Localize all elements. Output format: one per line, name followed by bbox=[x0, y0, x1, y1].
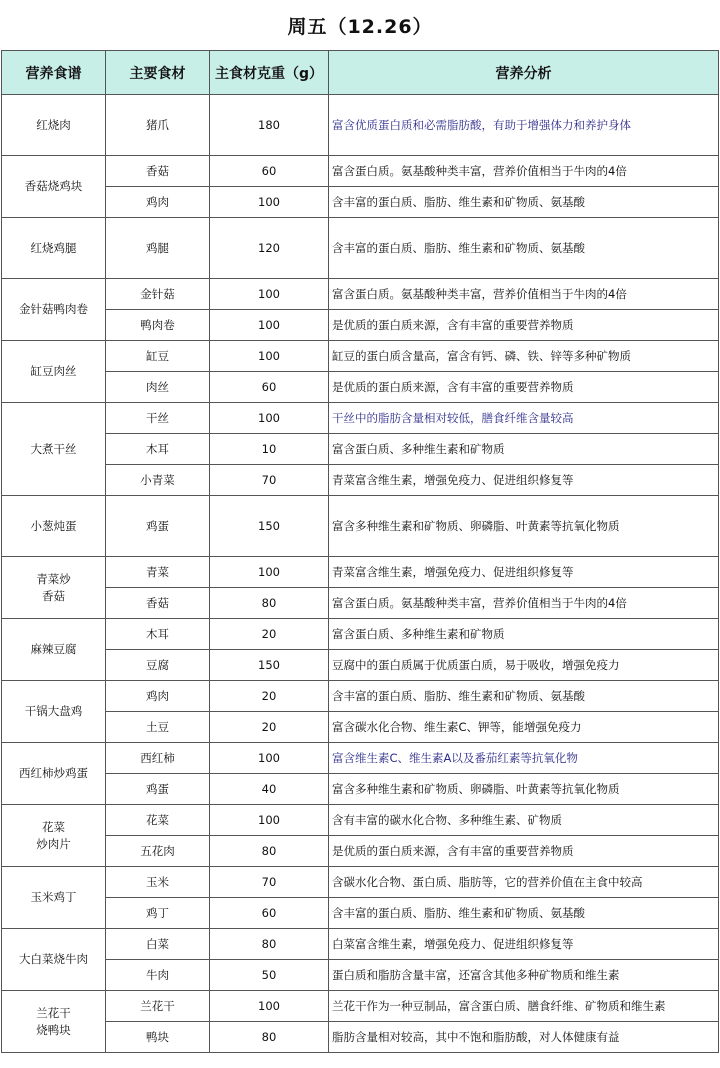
dish-name: 兰花干 bbox=[36, 1005, 71, 1020]
analysis-cell: 豆腐中的蛋白质属于优质蛋白质，易于吸收，增强免疫力 bbox=[329, 650, 719, 681]
table-row bbox=[2, 341, 719, 372]
dish-name: 麻辣豆腐 bbox=[30, 642, 77, 656]
table-row bbox=[2, 156, 719, 187]
table-row bbox=[2, 187, 719, 218]
header-row bbox=[2, 51, 719, 95]
table-row bbox=[2, 619, 719, 650]
table-row bbox=[2, 403, 719, 434]
dish-name-cell bbox=[2, 156, 106, 218]
table-row bbox=[2, 588, 719, 619]
analysis-cell: 含丰富的蛋白质、脂肪、维生素和矿物质、氨基酸 bbox=[329, 218, 719, 279]
weight-cell: 100 bbox=[210, 403, 329, 434]
table-row bbox=[2, 867, 719, 898]
ingredient-cell: 鸭块 bbox=[106, 1022, 210, 1053]
ingredient-cell: 香菇 bbox=[106, 588, 210, 619]
weight-cell: 80 bbox=[210, 929, 329, 960]
ingredient-cell: 鸡腿 bbox=[106, 218, 210, 279]
dish-name: 西红柿炒鸡蛋 bbox=[19, 766, 88, 780]
dish-name: 花菜 bbox=[42, 819, 65, 834]
table-body bbox=[2, 95, 719, 1053]
table-row bbox=[2, 372, 719, 403]
analysis-cell: 含丰富的蛋白质、脂肪、维生素和矿物质、氨基酸 bbox=[329, 681, 719, 712]
analysis-cell: 兰花干作为一种豆制品，富含蛋白质、膳食纤维、矿物质和维生素 bbox=[329, 991, 719, 1022]
ingredient-cell: 鸡肉 bbox=[106, 187, 210, 218]
weight-cell: 60 bbox=[210, 372, 329, 403]
table-row bbox=[2, 95, 719, 156]
ingredient-cell: 青菜 bbox=[106, 557, 210, 588]
ingredient-cell: 五花肉 bbox=[106, 836, 210, 867]
analysis-cell: 缸豆的蛋白质含量高，富含有钙、磷、铁、锌等多种矿物质 bbox=[329, 341, 719, 372]
dish-name: 金针菇鸭肉卷 bbox=[19, 302, 88, 316]
dish-name-cell bbox=[2, 619, 106, 681]
dish-name-cell bbox=[2, 279, 106, 341]
analysis-cell: 富含碳水化合物、维生素C、钾等，能增强免疫力 bbox=[329, 712, 719, 743]
dish-name: 红烧肉 bbox=[36, 117, 71, 132]
weight-cell: 20 bbox=[210, 681, 329, 712]
analysis-cell: 是优质的蛋白质来源，含有丰富的重要营养物质 bbox=[329, 836, 719, 867]
weight-cell: 60 bbox=[210, 156, 329, 187]
dish-name-cell bbox=[2, 341, 106, 403]
dish-name: 青菜炒 bbox=[36, 571, 71, 586]
dish-name: 大煮干丝 bbox=[30, 441, 77, 456]
weight-cell: 100 bbox=[210, 279, 329, 310]
weight-cell: 100 bbox=[210, 991, 329, 1022]
weight-cell: 80 bbox=[210, 588, 329, 619]
table-row bbox=[2, 774, 719, 805]
ingredient-cell: 兰花干 bbox=[106, 991, 210, 1022]
weight-cell: 80 bbox=[210, 1022, 329, 1053]
ingredient-cell: 干丝 bbox=[106, 403, 210, 434]
dish-name-cell bbox=[2, 496, 106, 557]
dish-name-cell bbox=[2, 805, 106, 867]
analysis-cell: 含丰富的蛋白质、脂肪、维生素和矿物质、氨基酸 bbox=[329, 898, 719, 929]
table-row bbox=[2, 218, 719, 279]
weight-cell: 10 bbox=[210, 434, 329, 465]
analysis-cell: 含碳水化合物、蛋白质、脂肪等，它的营养价值在主食中较高 bbox=[329, 867, 719, 898]
header-weight: 主食材克重（g） bbox=[210, 51, 329, 95]
analysis-cell: 是优质的蛋白质来源，含有丰富的重要营养物质 bbox=[329, 310, 719, 341]
dish-name: 缸豆肉丝 bbox=[30, 364, 77, 378]
ingredient-cell: 香菇 bbox=[106, 156, 210, 187]
header-recipe: 营养食谱 bbox=[2, 51, 106, 95]
analysis-cell: 蛋白质和脂肪含量丰富，还富含其他多种矿物质和维生素 bbox=[329, 960, 719, 991]
weight-cell: 40 bbox=[210, 774, 329, 805]
weight-cell: 100 bbox=[210, 310, 329, 341]
table-row bbox=[2, 496, 719, 557]
ingredient-cell: 土豆 bbox=[106, 712, 210, 743]
table-row bbox=[2, 557, 719, 588]
header-ingredient: 主要食材 bbox=[106, 51, 210, 95]
analysis-cell: 富含蛋白质、多种维生素和矿物质 bbox=[329, 619, 719, 650]
weight-cell: 100 bbox=[210, 341, 329, 372]
ingredient-cell: 小青菜 bbox=[106, 465, 210, 496]
analysis-cell: 是优质的蛋白质来源，含有丰富的重要营养物质 bbox=[329, 372, 719, 403]
table-row bbox=[2, 991, 719, 1022]
dish-name: 烧鸭块 bbox=[36, 1022, 71, 1037]
weight-cell: 70 bbox=[210, 465, 329, 496]
weight-cell: 100 bbox=[210, 187, 329, 218]
analysis-cell: 青菜富含维生素，增强免疫力、促进组织修复等 bbox=[329, 465, 719, 496]
dish-name-cell bbox=[2, 929, 106, 991]
ingredient-cell: 鸡蛋 bbox=[106, 774, 210, 805]
analysis-cell: 富含维生素C、维生素A以及番茄红素等抗氧化物 bbox=[329, 743, 719, 774]
weight-cell: 100 bbox=[210, 557, 329, 588]
weight-cell: 180 bbox=[210, 95, 329, 156]
weight-cell: 100 bbox=[210, 805, 329, 836]
dish-name: 香菇烧鸡块 bbox=[24, 179, 83, 193]
ingredient-cell: 花菜 bbox=[106, 805, 210, 836]
table-row bbox=[2, 960, 719, 991]
weight-cell: 80 bbox=[210, 836, 329, 867]
analysis-cell: 富含蛋白质。氨基酸种类丰富，营养价值相当于牛肉的4倍 bbox=[329, 588, 719, 619]
dish-name-cell bbox=[2, 743, 106, 805]
dish-name-cell bbox=[2, 991, 106, 1053]
dish-name-cell bbox=[2, 95, 106, 156]
table-row bbox=[2, 681, 719, 712]
ingredient-cell: 鸡蛋 bbox=[106, 496, 210, 557]
weight-cell: 70 bbox=[210, 867, 329, 898]
weight-cell: 120 bbox=[210, 218, 329, 279]
dish-name-cell bbox=[2, 681, 106, 743]
table-row bbox=[2, 929, 719, 960]
dish-name: 干锅大盘鸡 bbox=[24, 704, 83, 718]
analysis-cell: 富含蛋白质、多种维生素和矿物质 bbox=[329, 434, 719, 465]
dish-name-cell bbox=[2, 218, 106, 279]
ingredient-cell: 西红柿 bbox=[106, 743, 210, 774]
dish-name: 玉米鸡丁 bbox=[30, 890, 77, 904]
weight-cell: 20 bbox=[210, 712, 329, 743]
analysis-cell: 含有丰富的碳水化合物、多种维生素、矿物质 bbox=[329, 805, 719, 836]
ingredient-cell: 鸡丁 bbox=[106, 898, 210, 929]
table-row bbox=[2, 310, 719, 341]
ingredient-cell: 豆腐 bbox=[106, 650, 210, 681]
analysis-cell: 青菜富含维生素，增强免疫力、促进组织修复等 bbox=[329, 557, 719, 588]
table-row bbox=[2, 836, 719, 867]
table-row bbox=[2, 743, 719, 774]
ingredient-cell: 木耳 bbox=[106, 434, 210, 465]
ingredient-cell: 金针菇 bbox=[106, 279, 210, 310]
weight-cell: 150 bbox=[210, 650, 329, 681]
ingredient-cell: 牛肉 bbox=[106, 960, 210, 991]
table-row bbox=[2, 805, 719, 836]
table-row bbox=[2, 279, 719, 310]
analysis-cell: 富含蛋白质。氨基酸种类丰富，营养价值相当于牛肉的4倍 bbox=[329, 279, 719, 310]
dish-name-cell bbox=[2, 867, 106, 929]
weight-cell: 60 bbox=[210, 898, 329, 929]
analysis-cell: 富含多种维生素和矿物质、卵磷脂、叶黄素等抗氧化物质 bbox=[329, 774, 719, 805]
ingredient-cell: 缸豆 bbox=[106, 341, 210, 372]
nutrition-table bbox=[1, 50, 719, 1053]
table-row bbox=[2, 898, 719, 929]
analysis-cell: 富含多种维生素和矿物质、卵磷脂、叶黄素等抗氧化物质 bbox=[329, 496, 719, 557]
table-header bbox=[2, 51, 719, 95]
dish-name: 炒肉片 bbox=[36, 836, 71, 851]
dish-name: 大白菜烧牛肉 bbox=[19, 952, 88, 966]
ingredient-cell: 玉米 bbox=[106, 867, 210, 898]
analysis-cell: 干丝中的脂肪含量相对较低，膳食纤维含量较高 bbox=[329, 403, 719, 434]
ingredient-cell: 木耳 bbox=[106, 619, 210, 650]
page-title: 周五（12.26） bbox=[287, 15, 433, 38]
weight-cell: 50 bbox=[210, 960, 329, 991]
weight-cell: 100 bbox=[210, 743, 329, 774]
header-analysis: 营养分析 bbox=[329, 51, 719, 95]
analysis-cell: 含丰富的蛋白质、脂肪、维生素和矿物质、氨基酸 bbox=[329, 187, 719, 218]
analysis-cell: 白菜富含维生素，增强免疫力、促进组织修复等 bbox=[329, 929, 719, 960]
table-row bbox=[2, 465, 719, 496]
table-row bbox=[2, 712, 719, 743]
dish-name: 小葱炖蛋 bbox=[30, 518, 77, 533]
ingredient-cell: 鸭肉卷 bbox=[106, 310, 210, 341]
analysis-cell: 富含优质蛋白质和必需脂肪酸，有助于增强体力和养护身体 bbox=[329, 95, 719, 156]
dish-name: 红烧鸡腿 bbox=[30, 240, 77, 255]
dish-name: 香菇 bbox=[42, 588, 65, 603]
ingredient-cell: 肉丝 bbox=[106, 372, 210, 403]
dish-name-cell bbox=[2, 403, 106, 496]
ingredient-cell: 白菜 bbox=[106, 929, 210, 960]
table-row bbox=[2, 1022, 719, 1053]
analysis-cell: 脂肪含量相对较高，其中不饱和脂肪酸，对人体健康有益 bbox=[329, 1022, 719, 1053]
weight-cell: 150 bbox=[210, 496, 329, 557]
ingredient-cell: 猪爪 bbox=[106, 95, 210, 156]
analysis-cell: 富含蛋白质。氨基酸种类丰富，营养价值相当于牛肉的4倍 bbox=[329, 156, 719, 187]
weight-cell: 20 bbox=[210, 619, 329, 650]
dish-name-cell bbox=[2, 557, 106, 619]
table-row bbox=[2, 650, 719, 681]
table-row bbox=[2, 434, 719, 465]
ingredient-cell: 鸡肉 bbox=[106, 681, 210, 712]
